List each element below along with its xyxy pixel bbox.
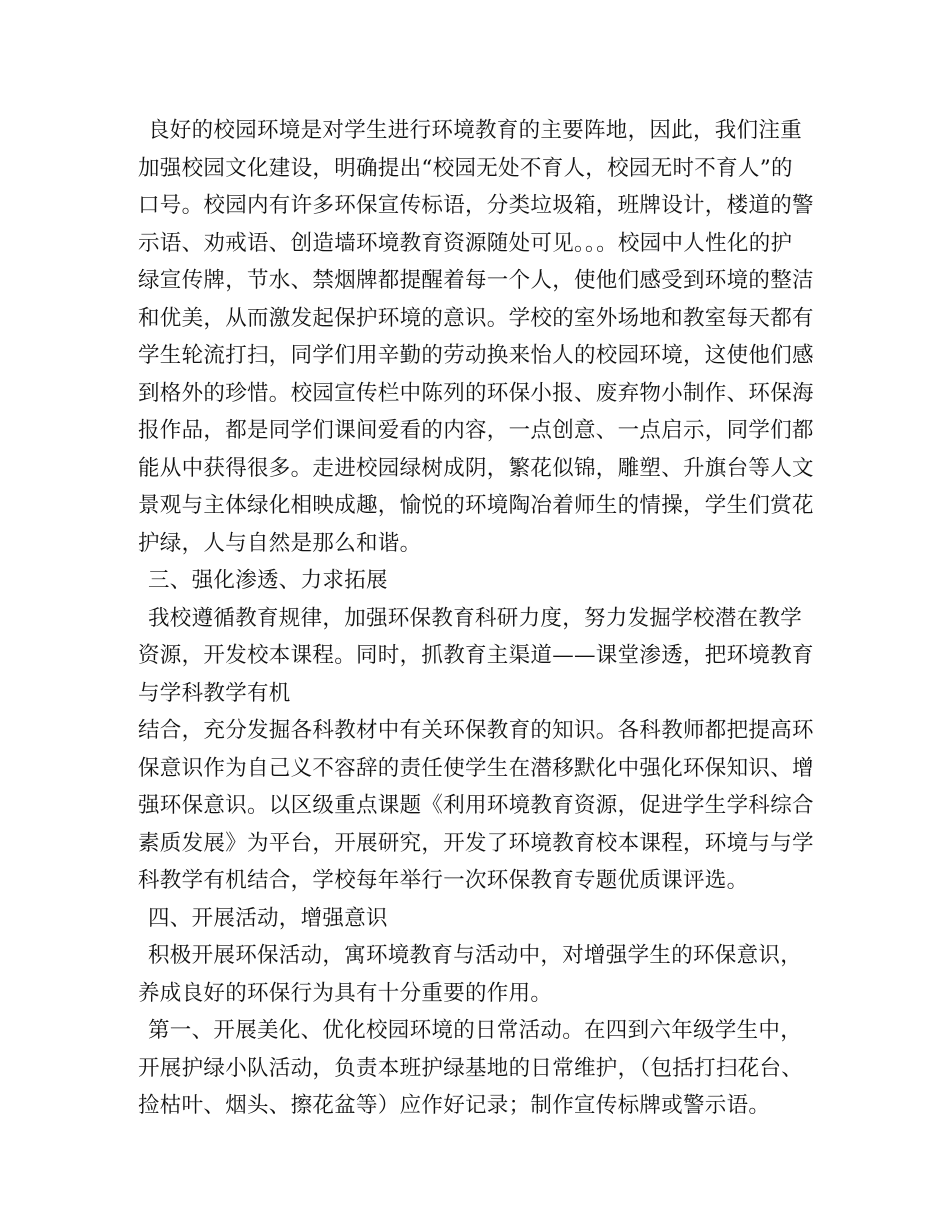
text-line: 捡枯叶、烟头、擦花盆等）应作好记录；制作宣传标牌或警示语。: [138, 1093, 771, 1118]
text-line: 到格外的珍惜。校园宣传栏中陈列的环保小报、废弃物小制作、环保海: [138, 380, 814, 406]
text-line: 良好的校园环境是对学生进行环境教育的主要阵地，因此，我们注重: [148, 118, 803, 143]
text-line: 资源，开发校本课程。同时，抓教育主渠道——课堂渗透，把环境教育: [138, 643, 814, 668]
text-line: 结合，充分发掘各科教材中有关环保教育的知识。各科教师都把提高环: [138, 718, 814, 743]
text-line: 学生轮流打扫，同学们用辛勤的劳动换来怡人的校园环境，这使他们感: [138, 343, 814, 368]
text-line: 绿宣传牌，节水、禁烟牌都提醒着每一个人，使他们感受到环境的整洁: [138, 268, 814, 293]
text-line: 和优美，从而激发起保护环境的意识。学校的室外场地和教室每天都有: [138, 305, 814, 331]
text-line: 第一、开展美化、优化校园环境的日常活动。在四到六年级学生中，: [148, 1018, 803, 1043]
text-line: 加强校园文化建设，明确提出“校园无处不育人，校园无时不育人”的: [138, 155, 793, 181]
text-line: 强环保意识。以区级重点课题《利用环境教育资源，促进学生学科综合: [138, 793, 814, 818]
text-line: 科教学有机结合，学校每年举行一次环保教育专题优质课评选。: [138, 868, 749, 893]
text-line: 积极开展环保活动，寓环境教育与活动中，对增强学生的环保意识，: [148, 943, 803, 968]
text-line: 开展护绿小队活动，负责本班护绿基地的日常维护，（包括打扫花台、: [138, 1055, 804, 1081]
text-line: 素质发展》为平台，开展研究，开发了环境教育校本课程，环境与与学: [138, 830, 814, 856]
text-line: 能从中获得很多。走进校园绿树成阴，繁花似锦，雕塑、升旗台等人文: [138, 455, 814, 481]
text-line: 三、强化渗透、力求拓展: [148, 568, 388, 593]
body-text: [138, 112, 818, 1125]
text-line: 报作品，都是同学们课间爱看的内容，一点创意、一点启示，同学们都: [138, 418, 814, 443]
text-line: 口号。校园内有许多环保宣传标语，分类垃圾箱，班牌设计，楼道的警: [138, 193, 814, 218]
text-line: 示语、劝戒语、创造墙环境教育资源随处可见。。。校园中人性化的护: [138, 230, 793, 256]
text-line: 护绿，人与自然是那么和谐。: [138, 530, 422, 556]
text-line: 景观与主体绿化相映成趣，愉悦的环境陶冶着师生的情操，学生们赏花: [138, 493, 814, 518]
text-line: 四、开展活动，增强意识: [148, 905, 388, 931]
text-line: 我校遵循教育规律，加强环保教育科研力度，努力发掘学校潜在教学: [148, 605, 803, 631]
text-line: 养成良好的环保行为具有十分重要的作用。: [138, 980, 553, 1006]
text-line: 与学科教学有机: [138, 680, 291, 706]
text-line: 保意识作为自己义不容辞的责任使学生在潜移默化中强化环保知识、增: [138, 755, 814, 781]
